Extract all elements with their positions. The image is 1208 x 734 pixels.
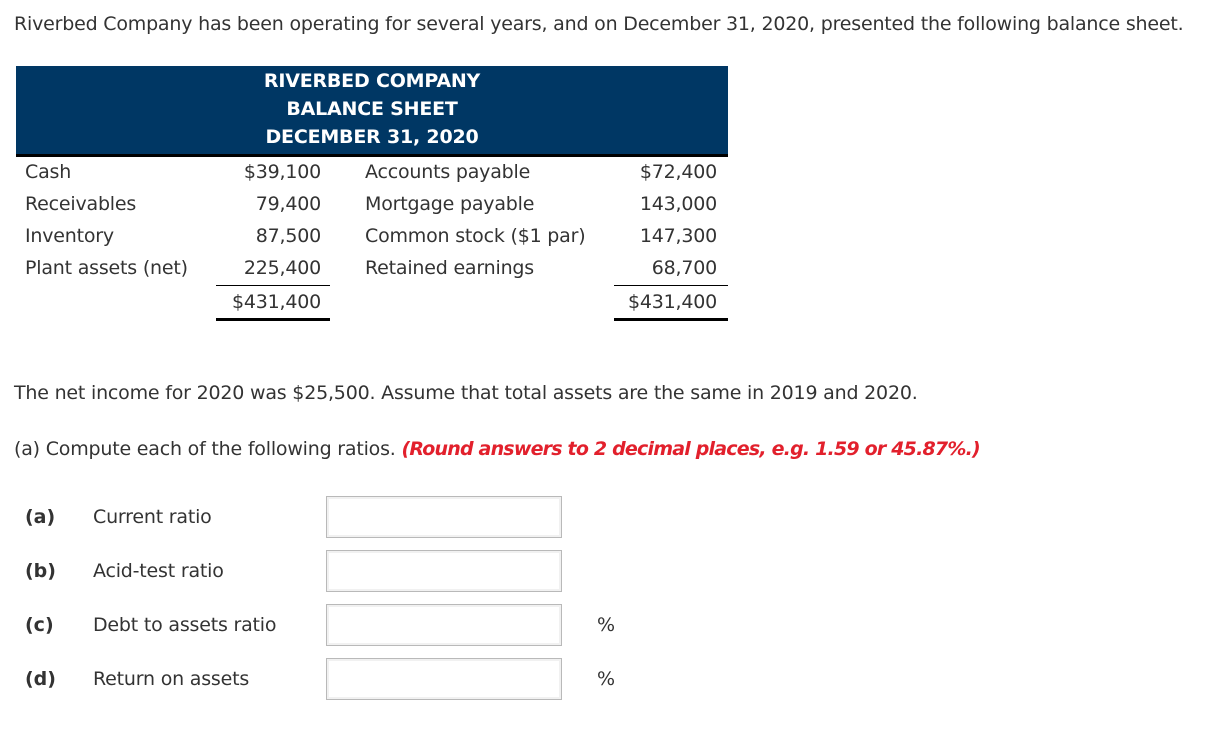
statement-title: BALANCE SHEET (286, 98, 458, 120)
question-letter: (d) (25, 668, 56, 690)
ratio-row-debt-to-assets (0, 604, 1208, 648)
asset-label: Receivables (25, 193, 137, 215)
table-row (16, 161, 728, 193)
asset-amount: $39,100 (243, 161, 321, 183)
return-on-assets-input[interactable] (326, 658, 562, 700)
question-label: Acid-test ratio (93, 560, 224, 582)
total-liabilities-equity: $431,400 (627, 291, 717, 313)
question-letter: (b) (25, 560, 56, 582)
ratio-row-return-on-assets (0, 658, 1208, 702)
statement-date: DECEMBER 31, 2020 (265, 126, 479, 148)
current-ratio-input[interactable] (326, 496, 562, 538)
liability-amount: $72,400 (639, 161, 717, 183)
liability-amount: 143,000 (639, 193, 717, 215)
acid-test-ratio-input[interactable] (326, 550, 562, 592)
liability-label: Accounts payable (365, 161, 531, 183)
instruction (14, 438, 980, 460)
table-row (16, 193, 728, 225)
question-letter: (c) (25, 614, 54, 636)
asset-total-rule (216, 318, 330, 321)
question-letter: (a) (25, 506, 56, 528)
total-assets: $431,400 (231, 291, 321, 313)
rounding-note: (Round answers to 2 decimal places, e.g. 1.59 or 45.87%.) (401, 438, 980, 460)
asset-amount: 79,400 (255, 193, 321, 215)
liability-amount: 68,700 (651, 257, 717, 279)
asset-label: Cash (25, 161, 72, 183)
ratio-row-current (0, 496, 1208, 540)
liability-label: Retained earnings (365, 257, 534, 279)
balance-sheet-table (16, 66, 728, 322)
liability-label: Common stock ($1 par) (365, 225, 586, 247)
debt-to-assets-ratio-input[interactable] (326, 604, 562, 646)
asset-amount: 87,500 (255, 225, 321, 247)
asset-subtotal-rule (216, 285, 330, 286)
intro-text: Riverbed Company has been operating for several years, and on December 31, 2020, presented the following balance sheet. (14, 13, 1184, 35)
percent-unit-label: % (597, 668, 616, 690)
instruction-text: (a) Compute each of the following ratios. (14, 438, 402, 460)
question-label: Return on assets (93, 668, 250, 690)
asset-amount: 225,400 (243, 257, 321, 279)
ratio-row-acid-test (0, 550, 1208, 594)
liability-label: Mortgage payable (365, 193, 535, 215)
table-row (16, 225, 728, 257)
asset-label: Plant assets (net) (25, 257, 188, 279)
percent-unit-label: % (597, 614, 616, 636)
liability-amount: 147,300 (639, 225, 717, 247)
asset-label: Inventory (25, 225, 114, 247)
question-label: Current ratio (93, 506, 212, 528)
liability-subtotal-rule (614, 285, 728, 286)
question-label: Debt to assets ratio (93, 614, 277, 636)
net-income-text: The net income for 2020 was $25,500. Assume that total assets are the same in 2019 and 2020. (14, 382, 918, 404)
balance-sheet-header (16, 66, 728, 157)
company-name: RIVERBED COMPANY (263, 70, 481, 92)
liability-total-rule (614, 318, 728, 321)
